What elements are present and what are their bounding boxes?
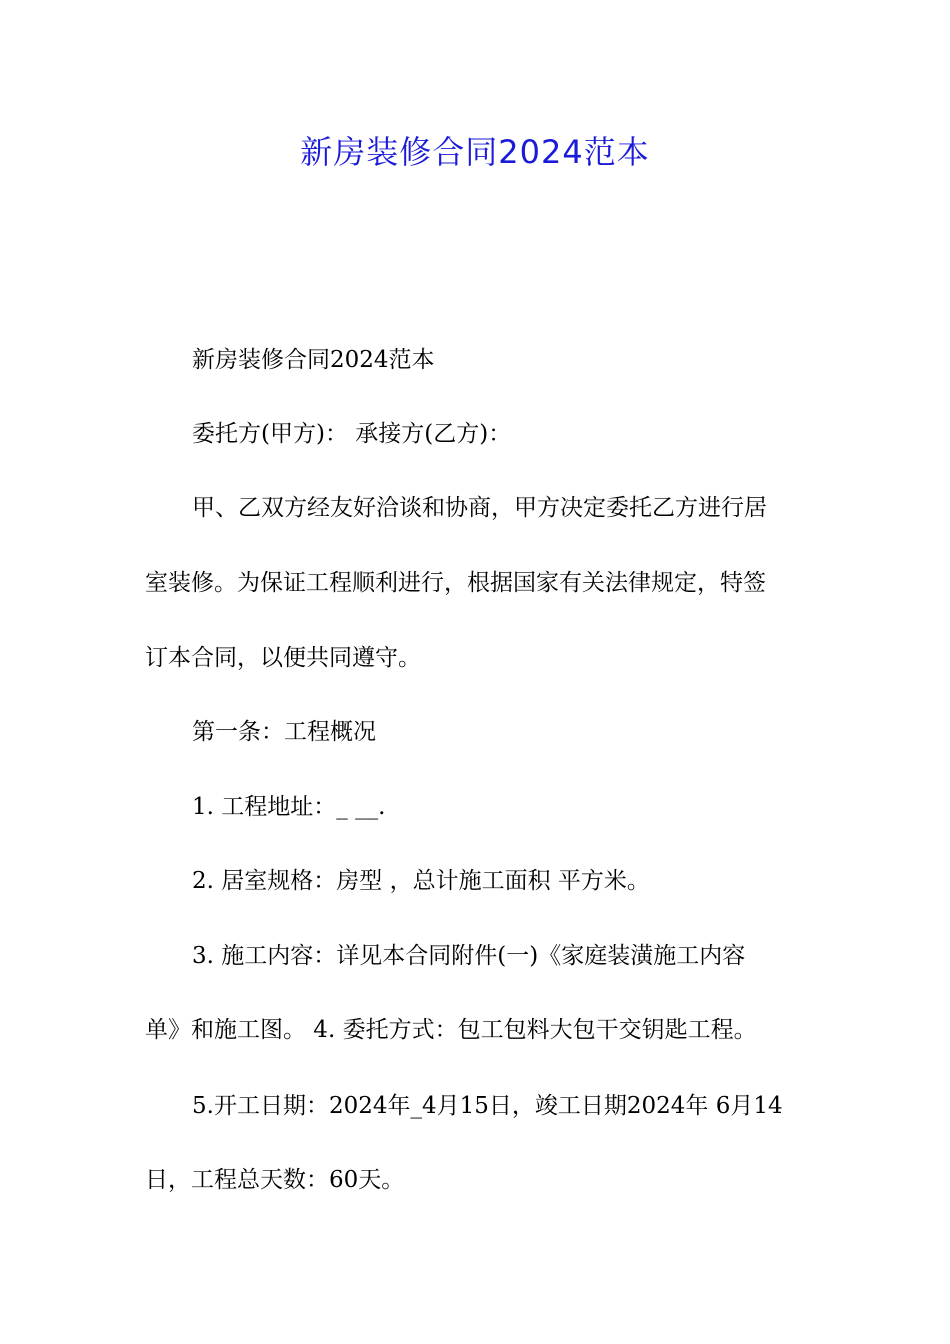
clause-item: 日，工程总天数：60天。 [145,1167,405,1193]
paragraph-line: 甲、乙双方经友好洽谈和协商，甲方决定委托乙方进行居 [192,495,767,521]
clause-item: 5.开工日期：2024年_4月15日，竣工日期2024年 6月14 [192,1093,783,1119]
clause-item: 3. 施工内容：详见本合同附件(一)《家庭装潢施工内容 [192,943,746,969]
section-heading: 第一条：工程概况 [192,719,376,745]
clause-item: 单》和施工图。 4. 委托方式：包工包料大包干交钥匙工程。 [145,1017,757,1043]
document-subtitle: 新房装修合同2024范本 [192,347,435,373]
parties-line: 委托方(甲方)： 承接方(乙方)： [192,421,512,447]
clause-item: 2. 居室规格：房型 ，总计施工面积 平方米。 [192,868,650,894]
paragraph-line: 室装修。为保证工程顺利进行，根据国家有关法律规定，特签 [145,570,766,596]
paragraph-line: 订本合同，以便共同遵守。 [145,645,421,671]
document-title: 新房装修合同2024范本 [300,133,650,171]
clause-item: 1. 工程地址：_ __. [192,794,386,820]
